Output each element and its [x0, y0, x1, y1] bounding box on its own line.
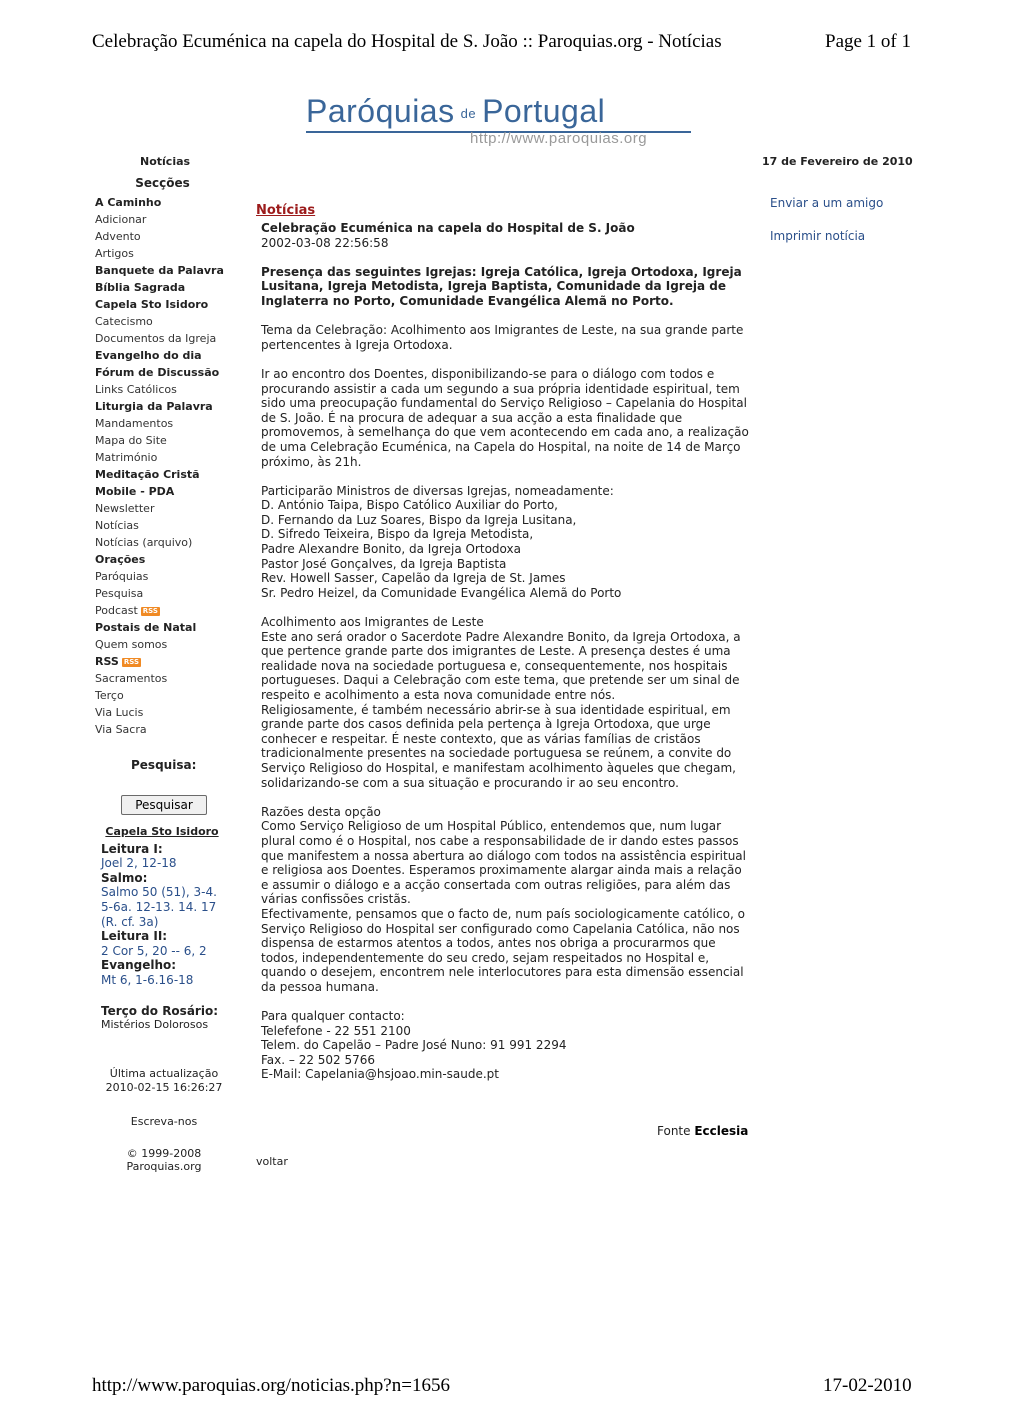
sidebar-item[interactable]: [95, 415, 235, 432]
article-paragraph: Ir ao encontro dos Doentes, disponibilizando-se para o diálogo com todos e procurando assistir a cada um segundo a sua própria identidade espiritual, tem sido uma preocupação fundamental do Serviço Religioso – Capelania do Hospital de S. João. É na procura de adequar a sua acção a esta finalidade que promovemos, à semelhança do que vem acontecendo em cada ano, a realização de uma Celebração Ecuménica, na Capela do Hospital, na noite de 14 de Março próximo, às 21h.: [261, 366, 749, 469]
rss-icon[interactable]: RSS: [123, 657, 139, 666]
sidebar-item-label: Notícias: [95, 519, 139, 532]
rss-icon[interactable]: RSS: [142, 606, 158, 615]
sidebar-item-label: Pesquisa: [95, 587, 144, 600]
contacts-list: [261, 1024, 751, 1082]
source-credit: [657, 1124, 748, 1138]
section-heading: Razões desta opção: [261, 804, 381, 819]
contact-link[interactable]: Escreva-nos: [130, 1115, 198, 1128]
sidebar-item-label: Capela Sto Isidoro: [95, 298, 209, 311]
sidebar-item[interactable]: [95, 245, 235, 262]
print-header-title: Celebração Ecuménica na capela do Hospital de S. João :: Paroquias.org - Notícias: [92, 31, 722, 52]
logo-left: Paróquias: [306, 93, 455, 129]
sidebar-item-label: Evangelho do dia: [95, 349, 202, 362]
minister-item: D. Fernando da Luz Soares, Bispo da Igreja Lusitana,: [261, 512, 577, 527]
sidebar-item-label: Fórum de Discussão: [95, 366, 220, 379]
sidebar-item[interactable]: [95, 704, 235, 721]
ministers-intro: Participarão Ministros de diversas Igrejas, nomeadamente:: [261, 483, 614, 498]
sidebar-item-label: Via Sacra: [95, 723, 147, 736]
article-paragraph: Este ano será orador o Sacerdote Padre Alexandre Bonito, da Igreja Ortodoxa, a que pertence grande parte dos imigrantes de Leste. A presença destes é uma realidade nova na sociedade portuguesa e, consequentemente, nos hospitais portugueses. Daqui a Celebração com este tema, que pretende ser um sinal de respeito e acolhimento a esta nova comunidade entre nós.: [261, 629, 741, 702]
sidebar-item[interactable]: [95, 517, 235, 534]
sidebar-item[interactable]: [95, 636, 235, 653]
sidebar-item[interactable]: [95, 619, 235, 636]
article-paragraph: Como Serviço Religioso de um Hospital Público, entendemos que, num lugar plural como é o Hospital, nos cabe a responsabilidade de ir dando estes passos que manifestem a nossa abertura ao diálogo com todos na assistência espiritual e religiosa aos Doentes. Esperamos proximamente alargar ainda mais a relação e assumir o diálogo e a acção consertada com outras religiões, para além das várias confissões cristãs.: [261, 819, 746, 907]
sidebar-item-label: Orações: [95, 553, 146, 566]
article-title: Celebração Ecuménica na capela do Hospital de S. João: [261, 221, 635, 235]
sidebar-item-label: Sacramentos: [95, 672, 168, 685]
leitura1-link[interactable]: Joel 2, 12-18: [101, 856, 177, 871]
back-link[interactable]: voltar: [256, 1155, 288, 1168]
sidebar-item[interactable]: [95, 330, 235, 347]
contact-item: E-Mail: Capelania@hsjoao.min-saude.pt: [261, 1067, 499, 1082]
logo-right: Portugal: [482, 93, 606, 129]
minister-item: D. António Taipa, Bispo Católico Auxiliar do Porto,: [261, 498, 558, 513]
current-date: 17 de Fevereiro de 2010: [762, 155, 913, 168]
current-section: Notícias: [140, 155, 191, 168]
sections-title: Secções: [135, 176, 190, 190]
contact-item: Telem. do Capelão – Padre José Nuno: 91 991 2294: [261, 1038, 567, 1053]
sidebar-item-label: A Caminho: [95, 196, 162, 209]
print-footer-date: 17-02-2010: [823, 1375, 912, 1396]
leitura1-label: Leitura I:: [101, 841, 163, 856]
sidebar-item-label: Liturgia da Palavra: [95, 400, 213, 413]
sidebar-item-label: Meditação Cristã: [95, 468, 200, 481]
article-lead: Presença das seguintes Igrejas: Igreja Católica, Igreja Ortodoxa, Igreja Lusitana, Igreja Metodista, Igreja Baptista, Comunidade da Igreja de Inglaterra no Porto, Comunidade Evangélica Alemã no Porto.: [261, 264, 742, 308]
sidebar-item-label: Matrimónio: [95, 451, 158, 464]
article-actions: [770, 196, 883, 262]
sidebar-item[interactable]: [95, 670, 235, 687]
sidebar-item-label: Links Católicos: [95, 383, 177, 396]
search-title: Pesquisa:: [131, 758, 197, 772]
search-button[interactable]: Pesquisar: [121, 795, 207, 815]
update-time: 2010-02-15 16:26:27: [105, 1081, 223, 1094]
sidebar-item[interactable]: [95, 228, 235, 245]
sidebar: [95, 175, 235, 738]
rosario-title: Terço do Rosário:: [101, 1004, 218, 1018]
update-label: Última actualização: [109, 1067, 219, 1080]
print-news-link[interactable]: Imprimir notícia: [770, 229, 866, 243]
sidebar-item[interactable]: [95, 721, 235, 738]
news-article: [261, 221, 751, 1082]
sidebar-item-label: Adicionar: [95, 213, 147, 226]
logo-text: [306, 93, 605, 130]
sidebar-item[interactable]: [95, 483, 235, 500]
sidebar-item[interactable]: [95, 364, 235, 381]
leitura2-label: Leitura II:: [101, 929, 168, 944]
minister-item: Sr. Pedro Heizel, da Comunidade Evangélica Alemã do Porto: [261, 585, 622, 600]
salmo-label: Salmo:: [101, 870, 148, 885]
article-paragraph: Efectivamente, pensamos que o facto de, num país sociologicamente católico, o Serviço Religioso do Hospital ser configurado como Capelania Católica, não nos dispensa de estarmos atentos a todos, antes nos obriga a procurarmos que todos, independentemente do seu credo, sejam respeitados no Hospital e, quando o desejem, encontrem nele interlocutores para esta dimensão essencial da pessoa humana.: [261, 906, 745, 994]
sidebar-item-label: Podcast: [95, 604, 138, 617]
section-heading: Acolhimento aos Imigrantes de Leste: [261, 615, 484, 630]
sidebar-item-label: Paróquias: [95, 570, 149, 583]
article-paragraph: Religiosamente, é também necessário abrir-se à sua identidade espiritual, em grande parte dos casos definida pela pertença à Igreja Ortodoxa, que urge conhecer e respeitar. É neste contexto, que as várias famílias de cristãos tradicionalmente presentes na sociedade portuguesa se reúnem, a convite do Serviço Religioso do Hospital, e manifestam acolhimento àqueles que chegam, solidarizando-se com a sua situação e procurando ir ao seu encontro.: [261, 702, 736, 790]
sidebar-item[interactable]: [95, 568, 235, 585]
logo-url: http://www.paroquias.org: [470, 130, 648, 147]
minister-item: Padre Alexandre Bonito, da Igreja Ortodoxa: [261, 542, 521, 557]
source-name[interactable]: Ecclesia: [694, 1124, 749, 1138]
sidebar-item-label: Mandamentos: [95, 417, 174, 430]
contact-intro: Para qualquer contacto:: [261, 1009, 405, 1024]
sidebar-item[interactable]: [95, 500, 235, 517]
sidebar-item[interactable]: [95, 347, 235, 364]
sidebar-item[interactable]: [95, 398, 235, 415]
sidebar-item-label: Bíblia Sagrada: [95, 281, 186, 294]
sidebar-item-label: Documentos da Igreja: [95, 332, 217, 345]
sidebar-item[interactable]: [95, 432, 235, 449]
daily-readings: [101, 825, 231, 988]
sidebar-item[interactable]: [95, 585, 235, 602]
site-logo[interactable]: [306, 93, 696, 153]
sidebar-item-label: Quem somos: [95, 638, 168, 651]
sidebar-item-label: Mobile - PDA: [95, 485, 175, 498]
minister-item: Rev. Howell Sasser, Capelão da Igreja de St. James: [261, 571, 566, 586]
minister-item: Pastor José Gonçalves, da Igreja Baptista: [261, 556, 507, 571]
sidebar-item-label: Postais de Natal: [95, 621, 197, 634]
article-paragraph: Tema da Celebração: Acolhimento aos Imigrantes de Leste, na sua grande parte pertencentes à Igreja Ortodoxa.: [261, 323, 744, 352]
sidebar-item-label: Catecismo: [95, 315, 153, 328]
sidebar-item[interactable]: [95, 602, 235, 619]
sidebar-item[interactable]: [95, 211, 235, 228]
sidebar-item[interactable]: [95, 449, 235, 466]
leitura2-link[interactable]: 2 Cor 5, 20 -- 6, 2: [101, 943, 207, 958]
sidebar-item-label: Terço: [95, 689, 124, 702]
evangelho-link[interactable]: Mt 6, 1-6.16-18: [101, 972, 194, 987]
sidebar-item[interactable]: [95, 279, 235, 296]
sidebar-item[interactable]: [95, 466, 235, 483]
sidebar-item-label: Banquete da Palavra: [95, 264, 224, 277]
source-label: Fonte: [657, 1124, 691, 1138]
sidebar-item[interactable]: [95, 534, 235, 551]
print-footer-url: http://www.paroquias.org/noticias.php?n=1656: [92, 1375, 450, 1396]
sidebar-item-label: Mapa do Site: [95, 434, 167, 447]
logo-small: de: [460, 106, 477, 122]
evangelho-label: Evangelho:: [101, 958, 177, 973]
minister-item: D. Sifredo Teixeira, Bispo da Igreja Metodista,: [261, 527, 534, 542]
rosario-mysteries: Mistérios Dolorosos: [101, 1018, 209, 1031]
sidebar-item[interactable]: [95, 296, 235, 313]
contact-item: Telefefone - 22 551 2100: [261, 1023, 411, 1038]
sidebar-item-label: Artigos: [95, 247, 134, 260]
sidebar-item[interactable]: [95, 687, 235, 704]
readings-title[interactable]: Capela Sto Isidoro: [105, 825, 219, 838]
sidebar-item-label: RSS: [95, 655, 119, 668]
send-to-friend-link[interactable]: Enviar a um amigo: [770, 196, 884, 210]
sidebar-item[interactable]: [95, 262, 235, 279]
copyright-site: Paroquias.org: [126, 1160, 202, 1173]
sidebar-item-label: Newsletter: [95, 502, 155, 515]
sidebar-item[interactable]: [95, 313, 235, 330]
last-update: [100, 1067, 228, 1095]
sidebar-item[interactable]: [95, 381, 235, 398]
sidebar-item[interactable]: [95, 551, 235, 568]
sidebar-item-label: Notícias (arquivo): [95, 536, 193, 549]
print-header-page: Page 1 of 1: [825, 31, 912, 52]
sidebar-item[interactable]: [95, 653, 235, 670]
sidebar-item[interactable]: [95, 194, 235, 211]
article-datetime: 2002-03-08 22:56:58: [261, 235, 389, 250]
ministers-list: [261, 498, 751, 600]
copyright-years: © 1999-2008: [126, 1147, 202, 1160]
sections-menu: [95, 194, 235, 738]
salmo-link[interactable]: Salmo 50 (51), 3-4. 5-6a. 12-13. 14. 17 (R. cf. 3a): [101, 885, 217, 929]
contact-item: Fax. – 22 502 5766: [261, 1052, 376, 1067]
news-heading-link[interactable]: Notícias: [256, 203, 316, 218]
rosario-block: [101, 1004, 218, 1032]
sidebar-item-label: Via Lucis: [95, 706, 144, 719]
copyright: [100, 1147, 228, 1173]
sidebar-item-label: Advento: [95, 230, 141, 243]
